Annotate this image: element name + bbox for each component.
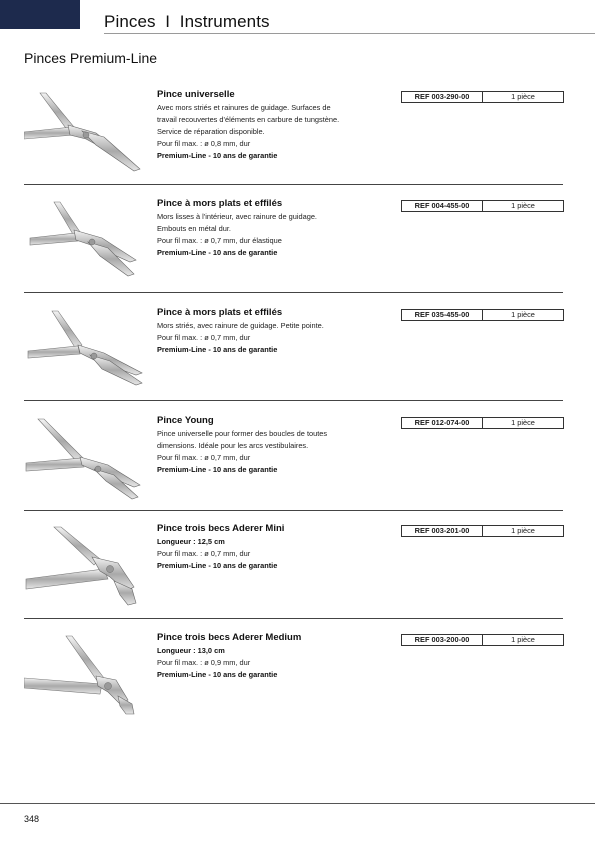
footer-rule — [0, 803, 595, 804]
product-ref: REF 003-200-00 — [401, 634, 483, 646]
product-item — [24, 415, 563, 523]
product-separator — [24, 184, 563, 185]
product-ref: REF 004-455-00 — [401, 200, 483, 212]
pliers-image — [24, 417, 148, 503]
order-row — [401, 525, 564, 537]
page-number: 348 — [24, 814, 40, 824]
header-color-tab — [0, 0, 80, 29]
product-ref: REF 012-074-00 — [401, 417, 483, 429]
product-qty: 1 pièce — [483, 200, 564, 212]
product-name: Pince trois becs Aderer Mini — [157, 523, 285, 534]
product-desc-line: Mors lisses à l'intérieur, avec rainure de guidage. — [157, 212, 317, 221]
product-guarantee: Premium-Line - 10 ans de garantie — [157, 151, 278, 160]
product-item — [24, 307, 563, 415]
product-item — [24, 632, 563, 740]
pliers-image — [24, 200, 148, 286]
product-name: Pince à mors plats et effilés — [157, 198, 283, 209]
order-row — [401, 309, 564, 321]
section-title: Pinces Premium-Line — [24, 50, 158, 66]
product-separator — [24, 400, 563, 401]
product-qty: 1 pièce — [483, 525, 564, 537]
product-guarantee: Premium-Line - 10 ans de garantie — [157, 561, 278, 570]
product-info — [157, 198, 387, 259]
product-name: Pince universelle — [157, 89, 235, 100]
page-header-title: Pinces I Instruments — [104, 12, 270, 31]
product-name: Pince trois becs Aderer Medium — [157, 632, 302, 643]
product-info — [157, 632, 387, 681]
product-guarantee: Premium-Line - 10 ans de garantie — [157, 248, 278, 257]
product-info — [157, 307, 387, 356]
product-item — [24, 198, 563, 306]
order-row — [401, 91, 564, 103]
product-ref: REF 003-201-00 — [401, 525, 483, 537]
product-separator — [24, 618, 563, 619]
order-row — [401, 417, 564, 429]
product-desc-line: Pour fil max. : ø 0,8 mm, dur — [157, 139, 251, 148]
product-ref: REF 003-290-00 — [401, 91, 483, 103]
product-desc-line: Pour fil max. : ø 0,7 mm, dur — [157, 549, 251, 558]
pliers-image — [24, 634, 148, 720]
product-qty: 1 pièce — [483, 91, 564, 103]
pliers-image — [24, 309, 148, 395]
product-info — [157, 89, 387, 162]
product-desc-line: travail recouvertes d'éléments en carbure de tungstène. — [157, 115, 340, 124]
product-desc-line: dimensions. Idéale pour les arcs vestibulaires. — [157, 441, 309, 450]
pliers-image — [24, 91, 148, 177]
product-name: Pince à mors plats et effilés — [157, 307, 283, 318]
product-name: Pince Young — [157, 415, 214, 426]
product-separator — [24, 510, 563, 511]
product-desc-line: Pour fil max. : ø 0,9 mm, dur — [157, 658, 251, 667]
product-info — [157, 415, 387, 476]
product-desc-line: Embouts en métal dur. — [157, 224, 231, 233]
product-item — [24, 523, 563, 631]
product-length: Longueur : 13,0 cm — [157, 646, 225, 655]
product-guarantee: Premium-Line - 10 ans de garantie — [157, 465, 278, 474]
product-desc-line: Pour fil max. : ø 0,7 mm, dur — [157, 453, 251, 462]
product-desc-line: Avec mors striés et rainures de guidage. Surfaces de — [157, 103, 331, 112]
product-guarantee: Premium-Line - 10 ans de garantie — [157, 670, 278, 679]
product-ref: REF 035-455-00 — [401, 309, 483, 321]
pliers-image — [24, 525, 148, 611]
product-info — [157, 523, 387, 572]
product-qty: 1 pièce — [483, 634, 564, 646]
product-qty: 1 pièce — [483, 417, 564, 429]
product-qty: 1 pièce — [483, 309, 564, 321]
product-desc-line: Pince universelle pour former des boucles de toutes — [157, 429, 328, 438]
product-desc-line: Mors striés, avec rainure de guidage. Petite pointe. — [157, 321, 324, 330]
product-separator — [24, 292, 563, 293]
order-row — [401, 200, 564, 212]
product-desc-line: Pour fil max. : ø 0,7 mm, dur élastique — [157, 236, 282, 245]
product-desc-line: Pour fil max. : ø 0,7 mm, dur — [157, 333, 251, 342]
header-rule — [104, 33, 595, 34]
product-desc-line: Service de réparation disponible. — [157, 127, 265, 136]
order-row — [401, 634, 564, 646]
product-item — [24, 89, 563, 197]
product-length: Longueur : 12,5 cm — [157, 537, 225, 546]
product-guarantee: Premium-Line - 10 ans de garantie — [157, 345, 278, 354]
